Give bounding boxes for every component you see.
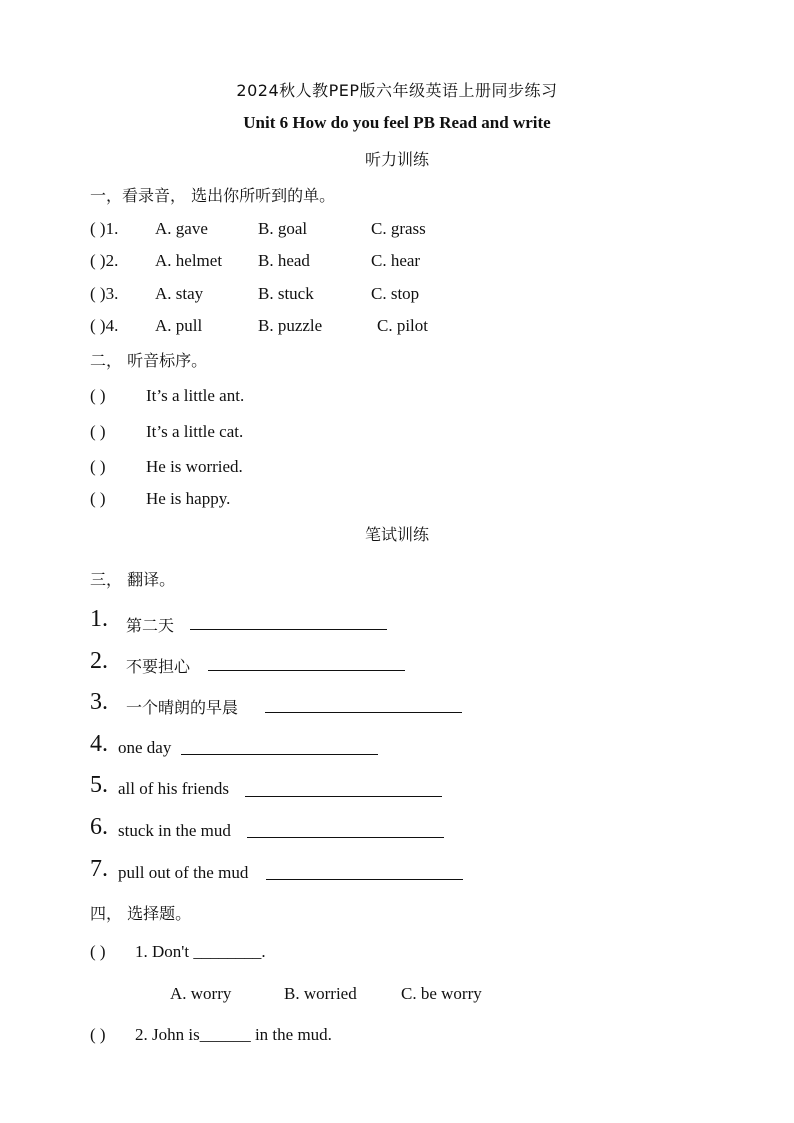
worksheet-title: 2024秋人教PEP版六年级英语上册同步练习 [236, 81, 558, 100]
s1-q4-option-b[interactable]: B. puzzle [258, 316, 323, 335]
s2-item1-paren[interactable]: ( ) [90, 386, 106, 405]
s1-q4-option-c[interactable]: C. pilot [377, 316, 429, 335]
listening-heading: 听力训练 [364, 150, 429, 169]
s3-item1-answer-line[interactable] [190, 615, 387, 630]
unit-subtitle: Unit 6 How do you feel PB Read and write [243, 113, 551, 132]
s2-item4-paren[interactable]: ( ) [90, 489, 106, 508]
s3-item7-number: 7. [90, 856, 108, 882]
s2-item3-text: He is worried. [146, 457, 243, 476]
s3-item4-number: 4. [90, 731, 108, 757]
writing-heading: 笔试训练 [364, 525, 429, 544]
s3-item7-text: pull out of the mud [118, 863, 249, 882]
s3-item6-number: 6. [90, 814, 108, 840]
s3-item4-answer-line[interactable] [181, 740, 378, 755]
s2-item1-text: It’s a little ant. [146, 386, 245, 405]
s3-item3-answer-line[interactable] [265, 698, 462, 713]
section2-title: 二， 听音标序。 [90, 351, 208, 370]
s3-item2-answer-line[interactable] [208, 656, 405, 671]
s2-item2-paren[interactable]: ( ) [90, 422, 106, 441]
s1-q4-paren[interactable]: ( )4. [90, 316, 119, 335]
s4-q1-option-b[interactable]: B. worried [284, 984, 357, 1003]
s1-q4-option-a[interactable]: A. pull [155, 316, 203, 335]
s4-q1-paren[interactable]: ( ) [90, 942, 106, 961]
s1-q1-option-b[interactable]: B. goal [258, 219, 308, 238]
s4-q1-option-c[interactable]: C. be worry [401, 984, 482, 1003]
s4-q1-option-a[interactable]: A. worry [170, 984, 232, 1003]
s1-q3-paren[interactable]: ( )3. [90, 284, 119, 303]
s1-q2-paren[interactable]: ( )2. [90, 251, 119, 270]
s2-item4-text: He is happy. [146, 489, 231, 508]
s3-item4-text: one day [118, 738, 172, 757]
s1-q1-option-a[interactable]: A. gave [155, 219, 208, 238]
s3-item5-text: all of his friends [118, 779, 229, 798]
s1-q2-option-c[interactable]: C. hear [371, 251, 421, 270]
s3-item3-number: 3. [90, 689, 108, 715]
s3-item3-text: 一个晴朗的早晨 [126, 698, 239, 717]
s3-item2-text: 不要担心 [126, 657, 191, 676]
s4-q2-stem: 2. John is______ in the mud. [135, 1025, 332, 1044]
s1-q1-paren[interactable]: ( )1. [90, 219, 119, 238]
s1-q3-option-a[interactable]: A. stay [155, 284, 204, 303]
s3-item6-answer-line[interactable] [247, 823, 444, 838]
s2-item3-paren[interactable]: ( ) [90, 457, 106, 476]
s2-item2-text: It’s a little cat. [146, 422, 244, 441]
s3-item7-answer-line[interactable] [266, 865, 463, 880]
s1-q2-option-a[interactable]: A. helmet [155, 251, 223, 270]
s1-q1-option-c[interactable]: C. grass [371, 219, 426, 238]
section1-title: 一，看录音， 选出你所听到的单。 [90, 186, 336, 205]
s3-item1-number: 1. [90, 606, 108, 632]
s3-item5-number: 5. [90, 772, 108, 798]
section4-title: 四， 选择题。 [90, 904, 192, 923]
s1-q2-option-b[interactable]: B. head [258, 251, 310, 270]
section3-title: 三， 翻译。 [90, 570, 176, 589]
s1-q3-option-b[interactable]: B. stuck [258, 284, 314, 303]
s4-q2-paren[interactable]: ( ) [90, 1025, 106, 1044]
s3-item1-text: 第二天 [126, 616, 175, 635]
s3-item5-answer-line[interactable] [245, 782, 442, 797]
s3-item2-number: 2. [90, 648, 108, 674]
s4-q1-stem: 1. Don't ________. [135, 942, 266, 961]
s3-item6-text: stuck in the mud [118, 821, 231, 840]
s1-q3-option-c[interactable]: C. stop [371, 284, 420, 303]
